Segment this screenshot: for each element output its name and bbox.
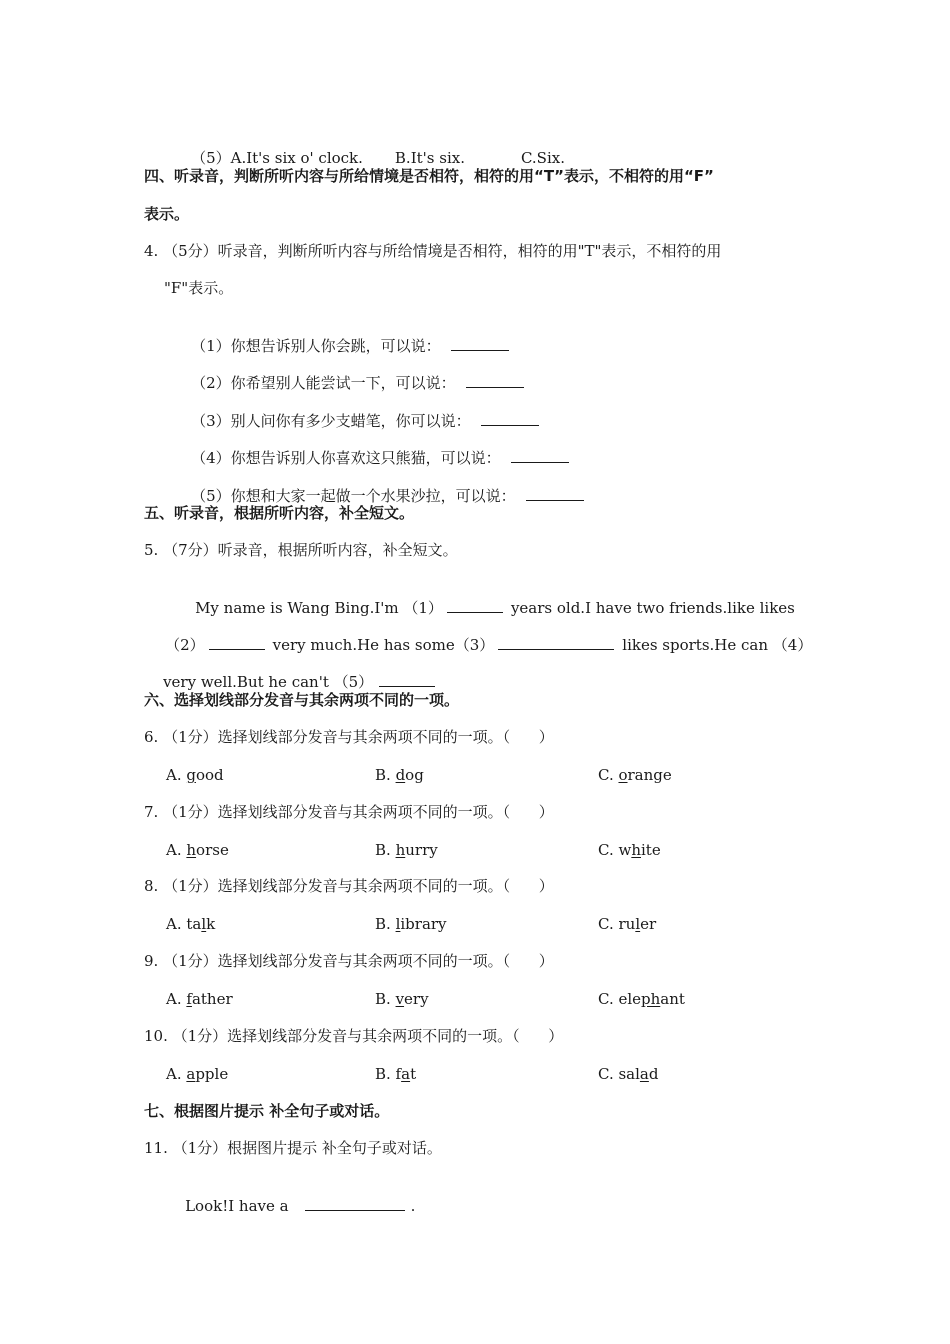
answer-blank[interactable] <box>526 486 584 501</box>
q9-option-a[interactable]: A. father <box>166 990 233 1008</box>
q11-sentence-text: Look!I have a <box>185 1197 289 1215</box>
passage-text: very much.He has some（3） <box>272 636 495 654</box>
section4-heading-line1: 四、听录音，判断所听内容与所给情境是否相符，相符的用“T”表示，不相符的用“F” <box>144 167 714 185</box>
q3-item5-option-b: B.It's six. <box>394 149 465 167</box>
passage-text: years old.I have two friends.like likes <box>510 599 795 617</box>
answer-blank[interactable] <box>498 635 614 650</box>
q9-option-b[interactable]: B. very <box>375 990 429 1008</box>
q7-stem: 7. （1分）选择划线部分发音与其余两项不同的一项。（ ） <box>144 803 554 821</box>
q11-stem: 11. （1分）根据图片提示 补全句子或对话。 <box>144 1139 442 1157</box>
q6-option-a[interactable]: A. good <box>166 766 224 784</box>
answer-blank[interactable] <box>305 1196 405 1211</box>
q8-option-c[interactable]: C. ruler <box>598 915 657 933</box>
q10-stem: 10. （1分）选择划线部分发音与其余两项不同的一项。（ ） <box>144 1027 564 1045</box>
q6-option-c[interactable]: C. orange <box>598 766 672 784</box>
q4-item4-text: （4）你想告诉别人你喜欢这只熊猫，可以说： <box>191 449 501 467</box>
section7-heading: 七、根据图片提示 补全句子或对话。 <box>144 1102 390 1120</box>
answer-blank[interactable] <box>209 635 265 650</box>
passage-text: （2） <box>165 636 205 654</box>
answer-blank[interactable] <box>447 598 503 613</box>
q4-item1-text: （1）你想告诉别人你会跳，可以说： <box>191 337 441 355</box>
q3-item5-option-c: C.Six. <box>520 149 565 167</box>
q11-sentence-end: . <box>410 1197 416 1215</box>
q9-option-c[interactable]: C. elephant <box>598 990 685 1008</box>
q4-item2-text: （2）你希望别人能尝试一下，可以说： <box>191 374 456 392</box>
section4-heading-line2: 表示。 <box>144 205 190 223</box>
q5-stem: 5. （7分）听录音，根据所听内容，补全短文。 <box>144 541 458 559</box>
q7-option-a[interactable]: A. horse <box>166 841 229 859</box>
q4-stem-line1: 4. （5分）听录音，判断所听内容与所给情境是否相符，相符的用"T"表示，不相符的用 <box>144 242 722 260</box>
q7-option-b[interactable]: B. hurry <box>375 841 438 859</box>
answer-blank[interactable] <box>466 373 524 388</box>
q10-option-b[interactable]: B. fat <box>375 1065 417 1083</box>
q6-option-b[interactable]: B. dog <box>375 766 424 784</box>
answer-blank[interactable] <box>511 448 569 463</box>
q8-option-b[interactable]: B. library <box>375 915 447 933</box>
answer-blank[interactable] <box>379 672 435 687</box>
section5-heading: 五、听录音，根据所听内容，补全短文。 <box>144 504 415 522</box>
q10-option-a[interactable]: A. apple <box>166 1065 229 1083</box>
passage-text: likes sports.He can （4） <box>622 636 813 654</box>
q10-option-c[interactable]: C. salad <box>598 1065 659 1083</box>
q8-stem: 8. （1分）选择划线部分发音与其余两项不同的一项。（ ） <box>144 877 554 895</box>
q11-sentence <box>166 1176 415 1236</box>
q6-stem: 6. （1分）选择划线部分发音与其余两项不同的一项。（ ） <box>144 728 554 746</box>
q9-stem: 9. （1分）选择划线部分发音与其余两项不同的一项。（ ） <box>144 952 554 970</box>
q8-option-a[interactable]: A. talk <box>166 915 216 933</box>
q4-item3-text: （3）别人问你有多少支蜡笔，你可以说： <box>191 412 471 430</box>
q3-item5-num: （5） <box>191 149 231 167</box>
q4-item5-text: （5）你想和大家一起做一个水果沙拉，可以说： <box>191 487 516 505</box>
q4-stem-line2: "F"表示。 <box>164 279 234 297</box>
answer-blank[interactable] <box>481 411 539 426</box>
passage-text: very well.But he can't （5） <box>163 673 374 691</box>
passage-text: My name is Wang Bing.I'm （1） <box>195 599 443 617</box>
answer-blank[interactable] <box>451 336 509 351</box>
q7-option-c[interactable]: C. white <box>598 841 661 859</box>
q3-item5-option-a: A.It's six o' clock. <box>230 149 363 167</box>
section6-heading: 六、选择划线部分发音与其余两项不同的一项。 <box>144 691 460 709</box>
